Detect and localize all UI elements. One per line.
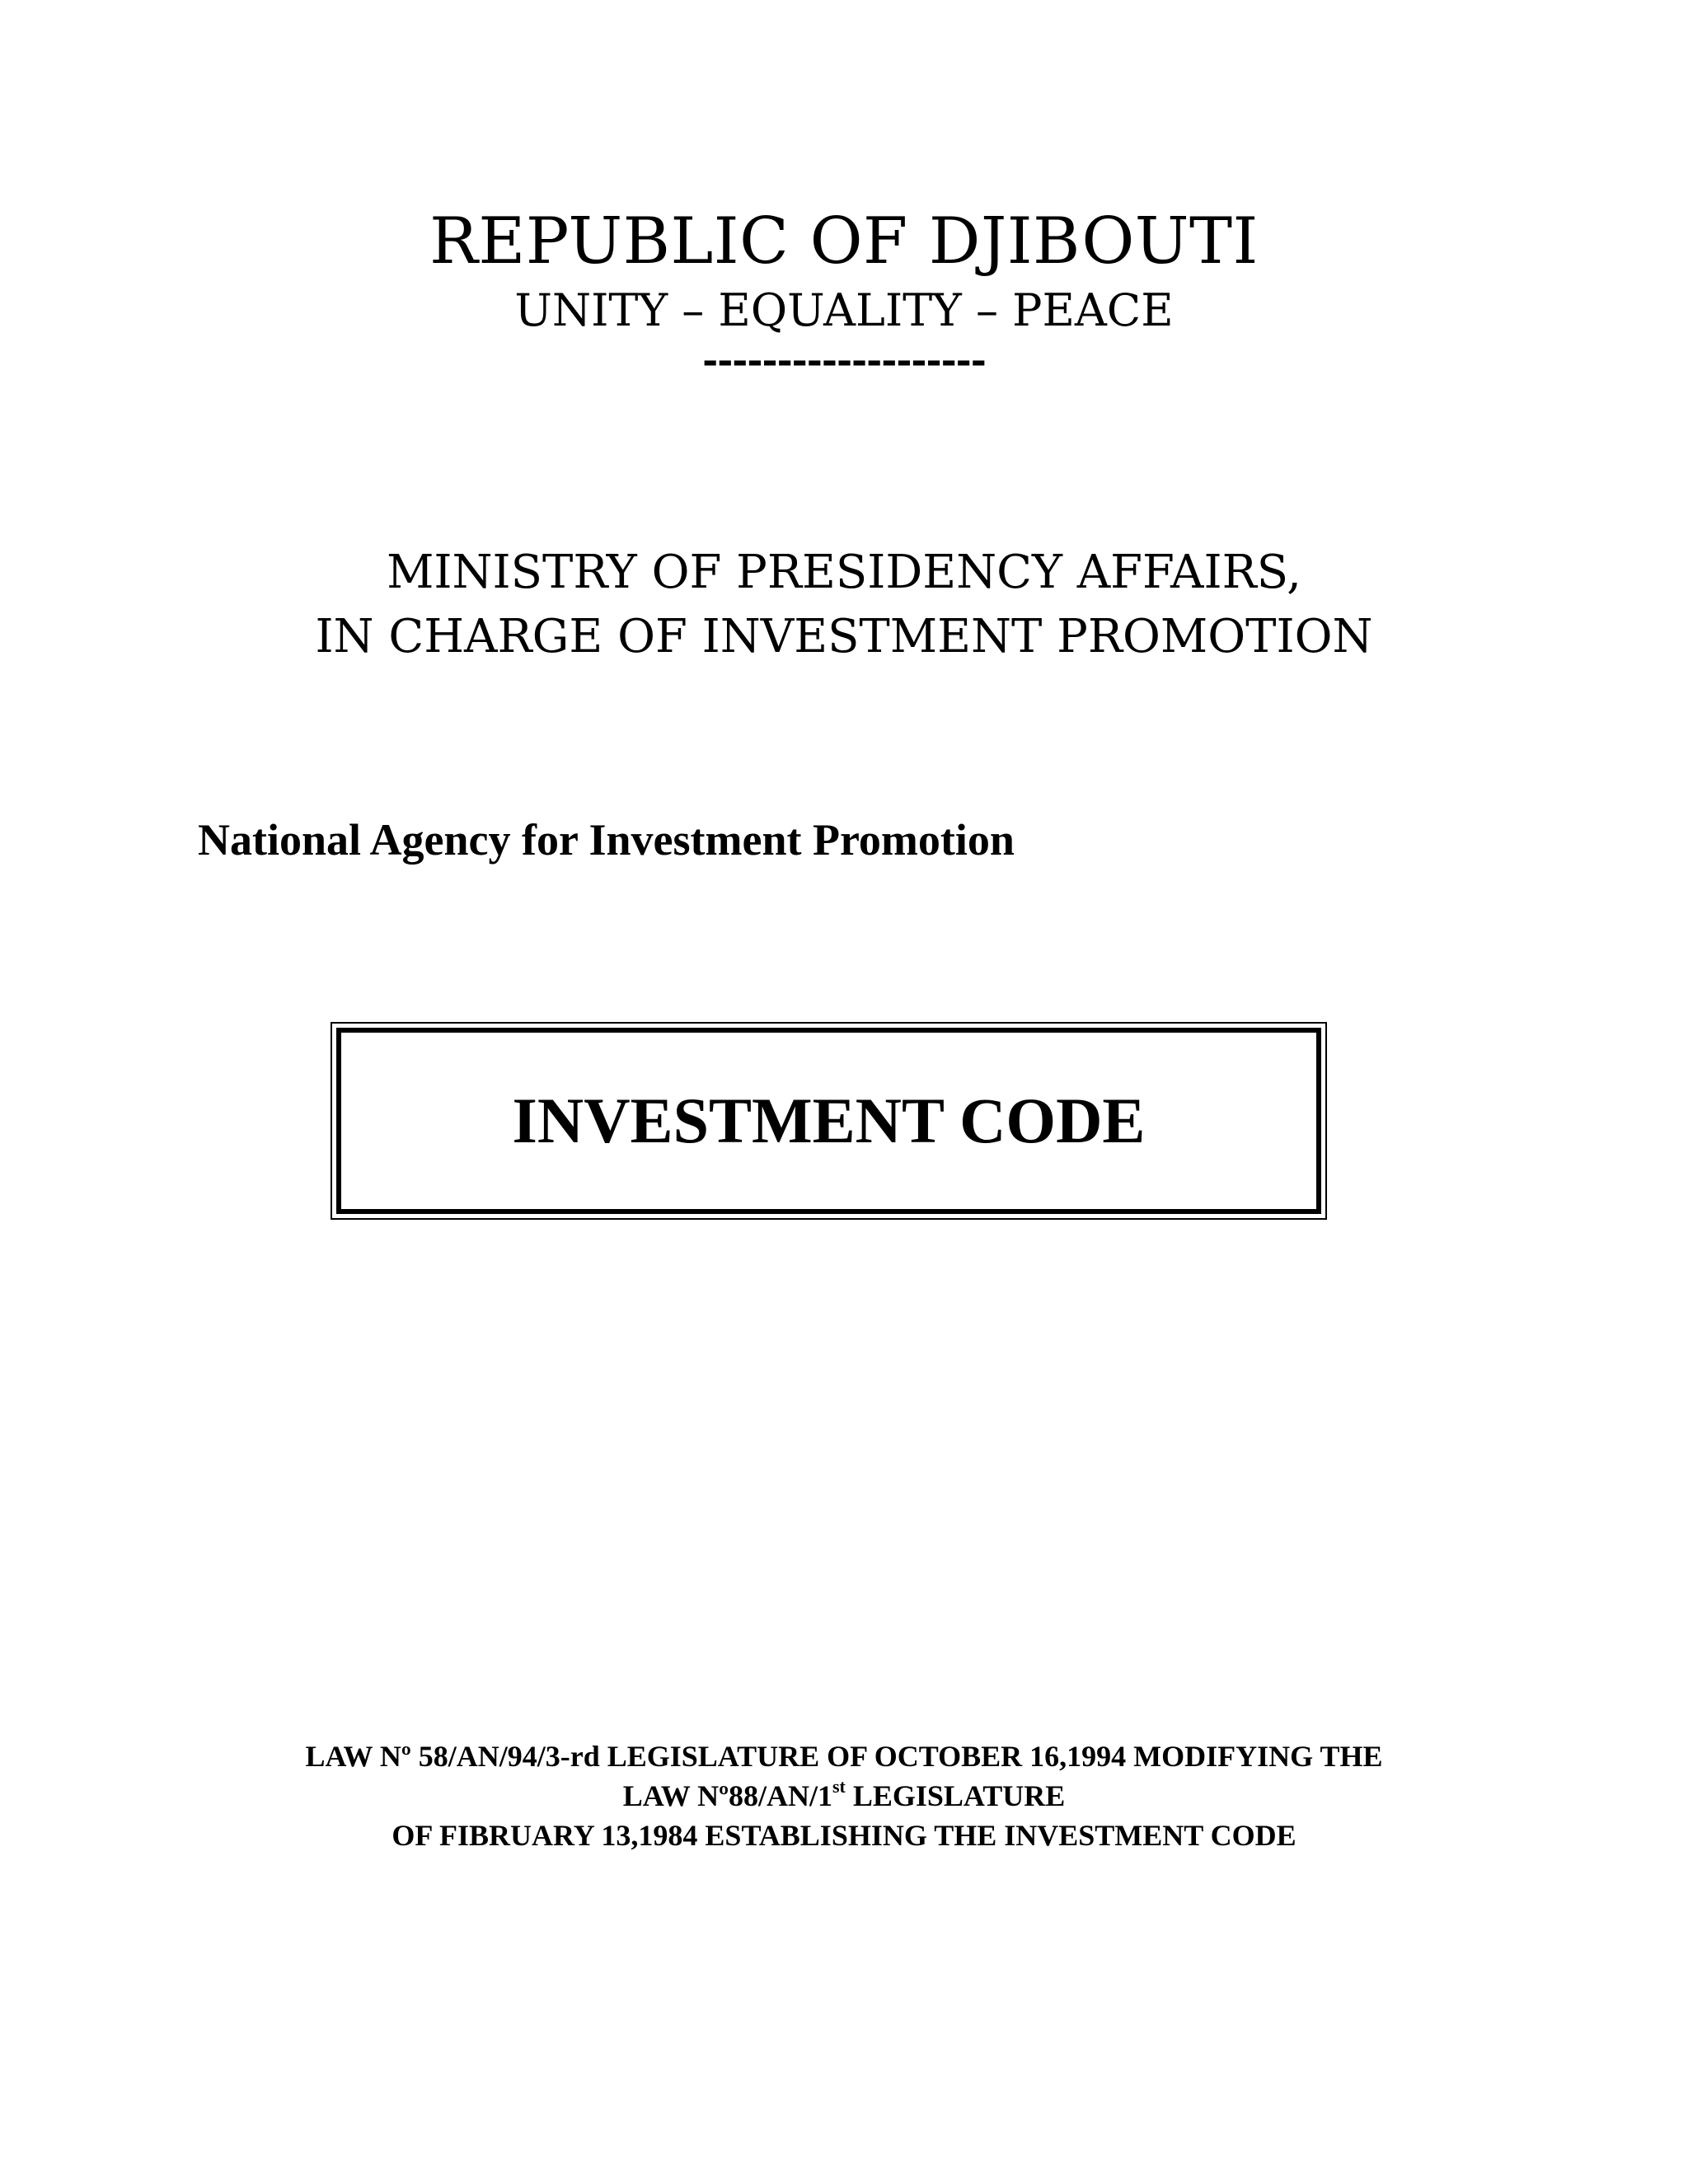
law-reference-line-1: LAW Nº 58/AN/94/3-rd LEGISLATURE OF OCTOBER 16,1994 MODIFYING THE bbox=[305, 1740, 1383, 1773]
law-reference-line-3: OF FIBRUARY 13,1984 ESTABLISHING THE INVESTMENT CODE bbox=[392, 1819, 1296, 1852]
law-reference-line-2 bbox=[0, 1776, 1688, 1813]
national-motto: UNITY – EQUALITY – PEACE bbox=[514, 284, 1174, 336]
law-line-2-prefix: LAW Nº88/AN/1 bbox=[622, 1779, 832, 1812]
title-box-inner bbox=[336, 1028, 1321, 1214]
title-box bbox=[331, 1022, 1327, 1220]
law-line-2-ordinal: st bbox=[832, 1776, 846, 1797]
law-line-2-suffix: LEGISLATURE bbox=[845, 1779, 1066, 1812]
ministry-line-1: MINISTRY OF PRESIDENCY AFFAIRS, bbox=[387, 546, 1301, 599]
ministry-line-2: IN CHARGE OF INVESTMENT PROMOTION bbox=[315, 610, 1373, 663]
document-title: INVESTMENT CODE bbox=[512, 1085, 1146, 1156]
header-separator: ------------------- bbox=[702, 338, 986, 382]
country-heading: REPUBLIC OF DJIBOUTI bbox=[429, 204, 1259, 279]
agency-name: National Agency for Investment Promotion bbox=[198, 815, 1015, 865]
